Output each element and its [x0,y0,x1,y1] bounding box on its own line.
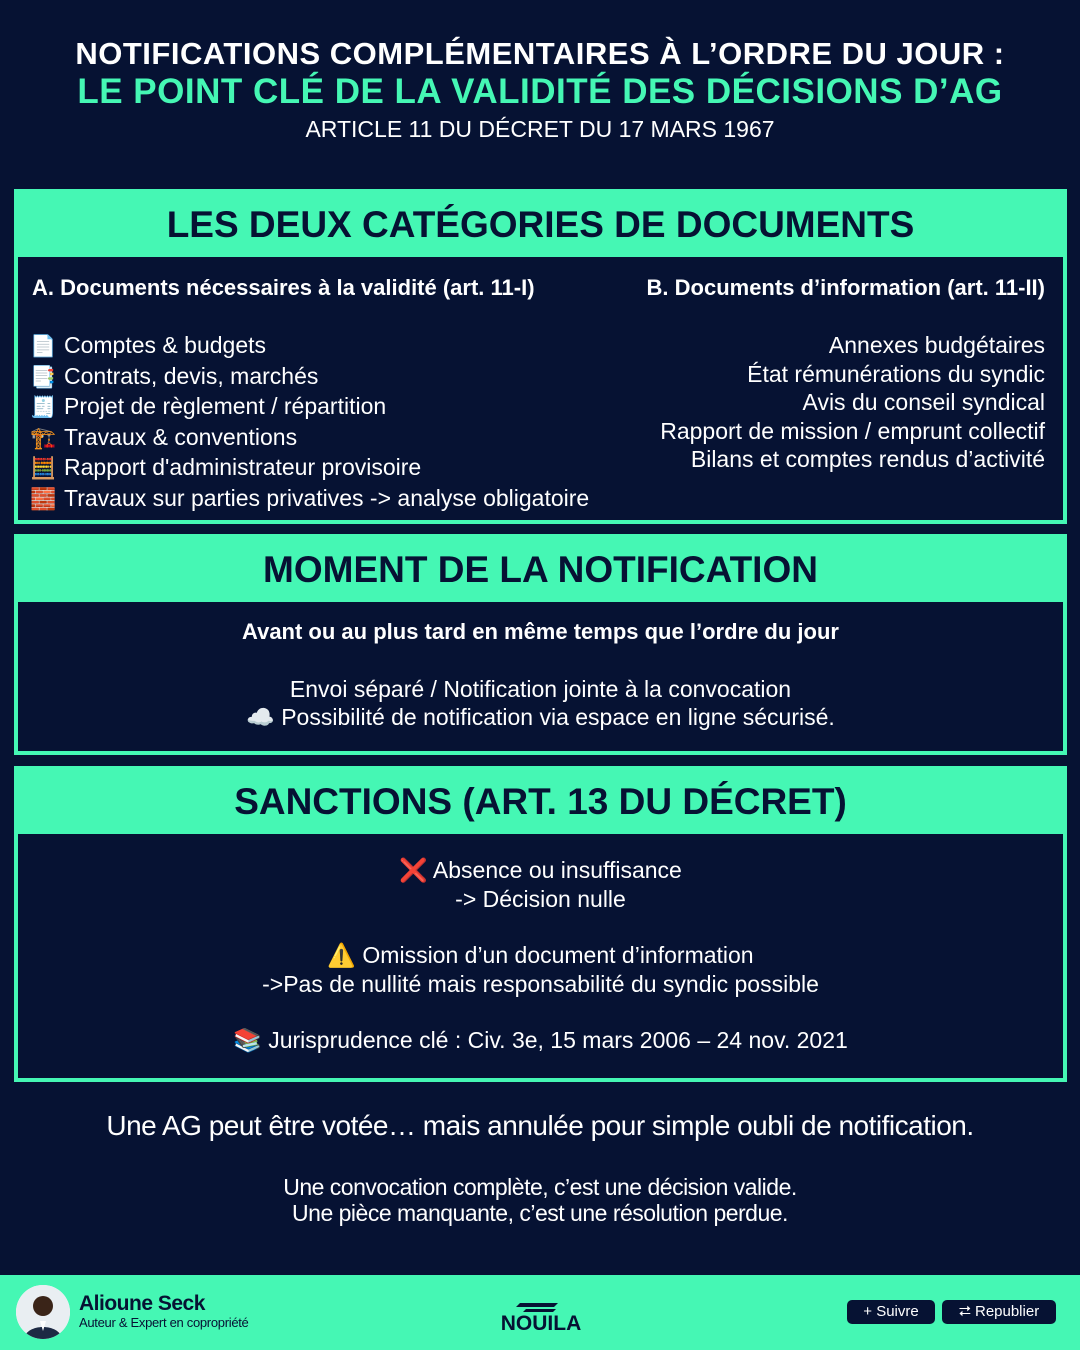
sanction-line-2: ⚠️ Omission d’un document d’information [327,942,754,968]
follow-button[interactable]: + Suivre [847,1300,935,1324]
list-item: 🏗️ Travaux & conventions [30,423,589,454]
categories-section [14,189,1067,524]
sanction-line-3: 📚 Jurisprudence clé : Civ. 3e, 15 mars 2006 – 24 nov. 2021 [233,1027,848,1053]
cross-icon: ❌ [399,857,428,883]
svg-text:NOUILA: NOUILA [500,1312,582,1335]
title-line-1: NOTIFICATIONS COMPLÉMENTAIRES À L’ORDRE DU JOUR : [75,36,1005,71]
avatar[interactable] [16,1285,70,1339]
col-a-list [30,331,589,515]
closing-line-1: Une convocation complète, c’est une décision valide. [283,1174,797,1200]
document-icon: 📄 [30,335,57,358]
abacus-icon: 🧮 [30,457,57,481]
moment-section [14,534,1067,755]
list-item: État rémunérations du syndic [747,360,1045,387]
moment-line-2: ☁️ Possibilité de notification via espace en ligne sécurisé. [246,704,835,730]
sanction-line-1: ❌ Absence ou insuffisance [399,857,682,883]
list-item: Rapport de mission / emprunt collectif [660,417,1045,444]
cloud-icon: ☁️ [246,704,275,730]
sanction-line-1b: -> Décision nulle [455,885,626,912]
header [0,36,1080,144]
col-a-heading: A. Documents nécessaires à la validité (art. 11-I) [32,275,535,300]
sanctions-body [18,856,1063,1055]
sanctions-title: SANCTIONS (ART. 13 DU DÉCRET) [18,770,1063,834]
moment-body [18,618,1063,732]
categories-title: LES DEUX CATÉGORIES DE DOCUMENTS [18,193,1063,257]
list-item: 🧮 Rapport d'administrateur provisoire [30,453,589,484]
list-item: 📄 Comptes & budgets [30,331,589,362]
col-b-heading: B. Documents d’information (art. 11-II) [646,275,1045,300]
books-icon: 📚 [233,1027,262,1053]
list-item: 🧱 Travaux sur parties privatives -> analyse obligatoire [30,484,589,515]
footer [0,1275,1080,1350]
crane-icon: 🏗️ [30,426,57,450]
subtitle: ARTICLE 11 DU DÉCRET DU 17 MARS 1967 [305,116,775,142]
tagline: Une AG peut être votée… mais annulée pour simple oubli de notification. [106,1110,974,1141]
closing-line-2: Une pièce manquante, c’est une résolution perdue. [292,1200,788,1226]
brand-logo [498,1295,584,1335]
list-item: Annexes budgétaires [828,332,1045,358]
person-icon [16,1285,70,1339]
pages-icon: 📑 [30,365,57,389]
repost-button[interactable]: ⮂ Republier [942,1300,1056,1324]
sanctions-section [14,766,1067,1082]
moment-bold-line: Avant ou au plus tard en même temps que l’ordre du jour [242,619,839,644]
author-role: Auteur & Expert en copropriété [79,1315,249,1330]
brick-icon: 🧱 [30,487,57,511]
brand-mark-icon [498,1295,584,1335]
list-item: Avis du conseil syndical [802,389,1045,416]
closing-lines [0,1174,1080,1226]
list-item: 📑 Contrats, devis, marchés [30,362,589,393]
sanction-line-2b: ->Pas de nullité mais responsabilité du syndic possible [262,970,819,997]
author-name[interactable]: Alioune Seck [79,1292,205,1315]
receipt-icon: 🧾 [30,396,57,420]
list-item: 🧾 Projet de règlement / répartition [30,392,589,423]
warning-icon: ⚠️ [327,942,357,968]
title-line-2: LE POINT CLÉ DE LA VALIDITÉ DES DÉCISIONS D’AG [77,72,1003,111]
list-item: Bilans et comptes rendus d’activité [690,446,1045,473]
moment-line-1: Envoi séparé / Notification jointe à la convocation [289,675,792,702]
col-b-list [660,331,1045,474]
moment-title: MOMENT DE LA NOTIFICATION [18,538,1063,602]
